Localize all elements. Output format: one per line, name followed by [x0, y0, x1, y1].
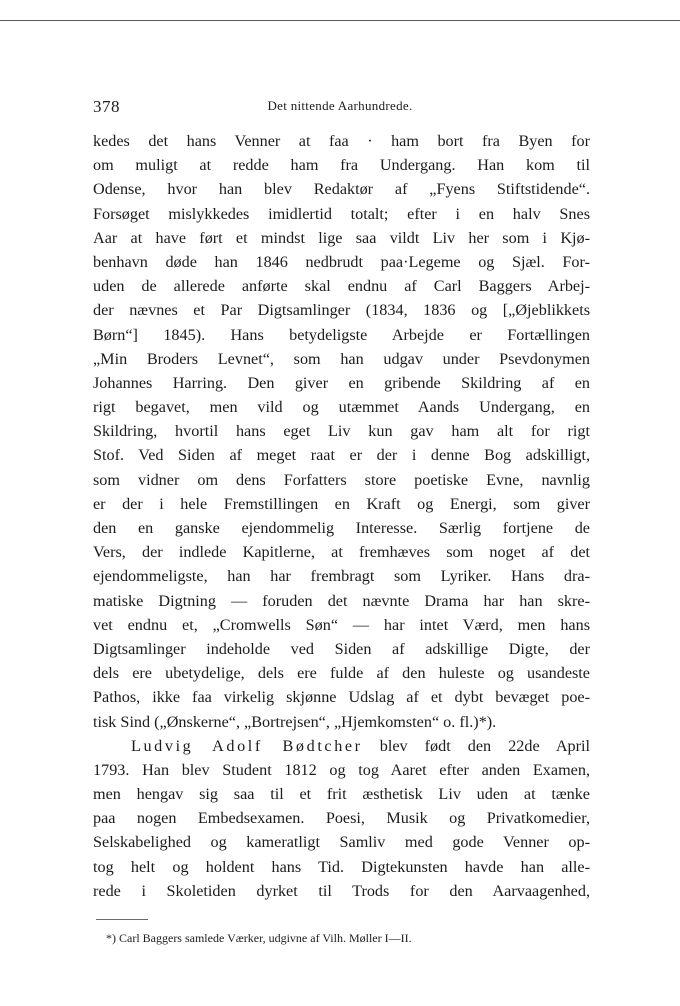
text-line: matiske Digtning — foruden det nævnte Drama har han skre- [93, 591, 590, 610]
text-line: Forsøget mislykkedes imidlertid totalt; efter i en halv Snes [93, 204, 590, 223]
text-line: uden de allerede anførte skal endnu af Carl Baggers Arbej- [93, 277, 590, 296]
text-line: ejendommeligste, han har frembragt som Lyriker. Hans dra- [93, 567, 590, 586]
paragraph-opening-line [93, 734, 590, 758]
text-line: Johannes Harring. Den giver en gribende Skildring af en [93, 373, 590, 392]
text-line: Pathos, ikke faa virkelig skjønne Udslag af et dybt bevæget poe- [93, 688, 590, 707]
text-line: Børn“] 1845). Hans betydeligste Arbejde er Fortællingen [93, 325, 590, 344]
scan-edge-line [0, 20, 680, 21]
text-line: Digtsamlinger indeholde ved Siden af adskillige Digte, der [93, 639, 590, 658]
body-text [93, 129, 590, 903]
text-line: tog helt og holdent hans Tid. Digtekunsten havde han alle- [93, 857, 590, 876]
text-line: Stof. Ved Siden af meget raat er der i denne Bog adskilligt, [93, 446, 590, 465]
text-line: den en ganske ejendommelig Interesse. Særlig fortjene de [93, 519, 590, 537]
text-line: Skildring, hvortil hans eget Liv kun gav ham alt for rigt [93, 422, 590, 441]
text-line: tisk Sind („Ønskerne“, „Bortrejsen“, „Hjemkomsten“ o. fl.)*). [93, 712, 497, 731]
text-line: dels ere ubetydelige, dels ere fulde af den huleste og usandeste [93, 664, 590, 683]
text-line: Aar at have ført et mindst lige saa vildt Liv her som i Kjø- [93, 228, 590, 247]
opening-line-rest: blev født den 22de April [362, 736, 590, 755]
text-line: rede i Skoletiden dyrket til Trods for den Aarvaagenhed, [93, 881, 590, 900]
text-line: „Min Broders Levnet“, som han udgav under Psevdonymen [93, 349, 590, 368]
footnote-rule [96, 919, 148, 920]
text-line: om muligt at redde ham fra Undergang. Han kom til [93, 156, 590, 175]
text-line: der nævnes et Par Digtsamlinger (1834, 1836 og [„Øjeblikkets [93, 301, 590, 320]
person-name: Ludvig Adolf Bødtcher [131, 736, 363, 755]
page-number: 378 [93, 97, 120, 116]
running-title: Det nittende Aarhundrede. [267, 98, 413, 113]
text-line: Vers, der indlede Kapitlerne, at fremhæves som noget af det [93, 543, 590, 562]
text-line: Odense, hvor han blev Redaktør af „Fyens Stiftstidende“. [93, 180, 590, 199]
text-line: benhavn døde han 1846 nedbrudt paa·Legeme og Sjæl. For- [93, 252, 590, 271]
text-line: 1793. Han blev Student 1812 og tog Aaret efter anden Examen, [93, 760, 590, 779]
text-line: kedes det hans Venner at faa · ham bort fra Byen for [93, 132, 590, 150]
text-line: vet endnu et, „Cromwells Søn“ — har intet Værd, men hans [93, 615, 590, 634]
text-line: Selskabelighed og kameratligt Samliv med gode Venner op- [93, 833, 590, 852]
text-line: rigt begavet, men vild og utæmmet Aands Undergang, en [93, 398, 590, 417]
text-line: som vidner om dens Forfatters store poetiske Evne, navnlig [93, 470, 590, 489]
text-line: men hengav sig saa til et frit æsthetisk Liv uden at tænke [93, 785, 590, 804]
text-line: paa nogen Embedsexamen. Poesi, Musik og Privatkomedier, [93, 809, 590, 828]
footnote: *) Carl Baggers samlede Værker, udgivne af Vilh. Møller I—II. [106, 931, 412, 945]
text-line: er der i hele Fremstillingen en Kraft og Energi, som giver [93, 494, 590, 513]
